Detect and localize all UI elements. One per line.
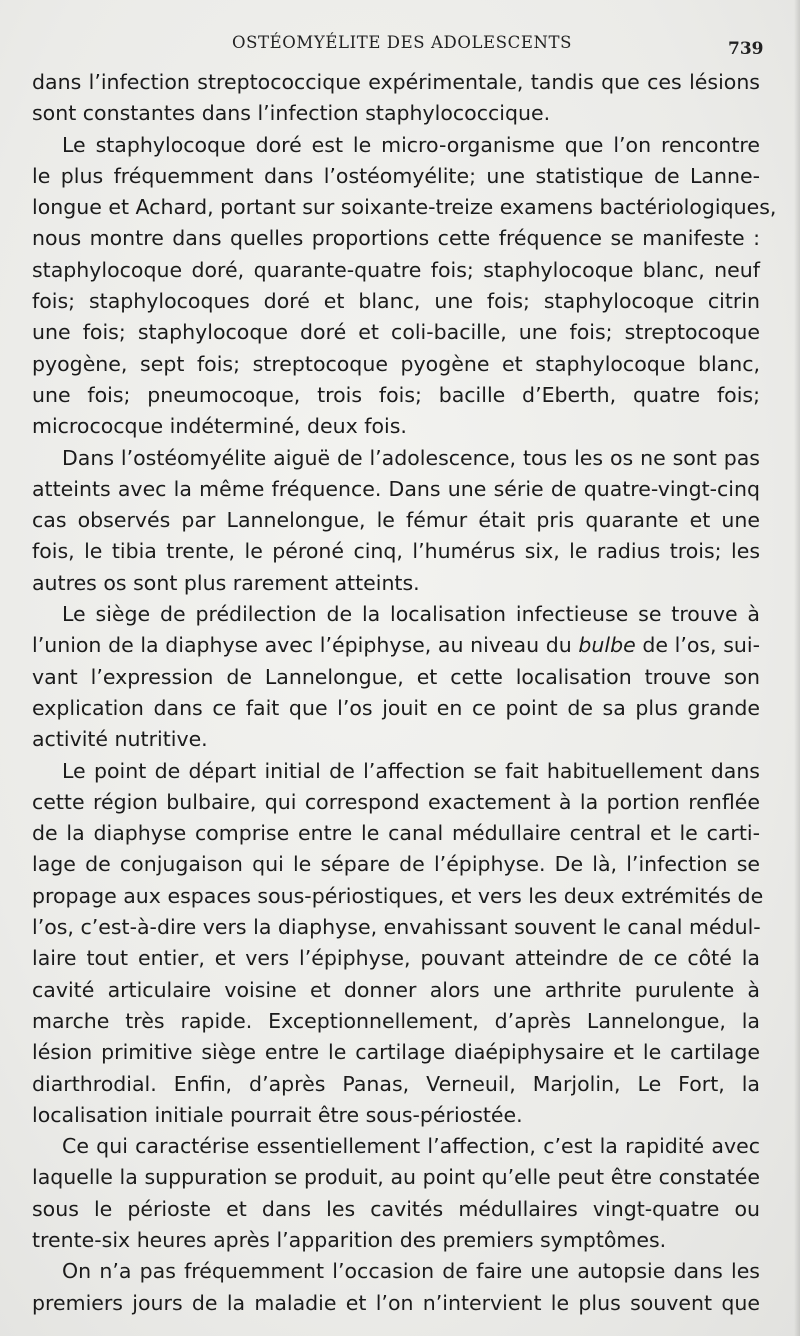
body-text [32,67,777,1319]
text-line: cas observés par Lannelongue, le fémur était pris quarante et une [32,508,760,533]
text-line: nous montre dans quelles proportions cette fréquence se manifeste : [32,226,760,251]
text-line: de la diaphyse comprise entre le canal médullaire central et le carti- [32,821,760,846]
text-line: On n’a pas fréquemment l’occasion de faire une autopsie dans les [62,1259,760,1284]
text-line: Ce qui caractérise essentiellement l’affection, c’est la rapidité avec [62,1134,760,1159]
text-line: laquelle la suppuration se produit, au point qu’elle peut être constatée [32,1165,760,1190]
text-line: localisation initiale pourrait être sous-périostée. [32,1102,523,1127]
text-line: pyogène, sept fois; streptocoque pyogène et staphylocoque blanc, [32,351,760,376]
text-line: marche très rapide. Exceptionnellement, d’après Lannelongue, la [32,1008,760,1033]
text-line: propage aux espaces sous-périostiques, et vers les deux extrémités de [32,883,764,908]
text-line: diarthrodial. Enfin, d’après Panas, Verneuil, Marjolin, Le Fort, la [32,1071,760,1096]
text-line: explication dans ce fait que l’os jouit en ce point de sa plus grande [32,695,760,720]
text-line: Le point de départ initial de l’affection se fait habituellement dans [62,758,760,783]
text-line: vant l’expression de Lannelongue, et cette localisation trouve son [32,664,760,689]
text-line: cette région bulbaire, qui correspond exactement à la portion renflée [32,789,760,814]
text-line: longue et Achard, portant sur soixante-treize examens bactériologiques, [32,195,777,220]
text-line: dans l’infection streptococcique expérimentale, tandis que ces lésions [32,70,760,94]
text-line: une fois; staphylocoque doré et coli-bacille, une fois; streptocoque [32,320,760,345]
text-line: laire tout entier, et vers l’épiphyse, pouvant atteindre de ce côté la [32,946,760,971]
text-line: le plus fréquemment dans l’ostéomyélite; une statistique de Lanne- [32,163,760,188]
paragraph [32,67,760,130]
text-line: lage de conjugaison qui le sépare de l’épiphyse. De là, l’infection se [32,852,760,877]
text-line: micrococque indéterminé, deux fois. [32,414,407,439]
text-line: l’union de la diaphyse avec l’épiphyse, au niveau du bulbe de l’os, sui- [32,633,760,658]
text-line: cavité articulaire voisine et donner alors une arthrite purulente à [32,977,760,1002]
page-number: 739 [728,39,764,59]
text-line: une fois; pneumocoque, trois fois; bacille d’Eberth, quatre fois; [32,382,760,407]
text-line: sous le périoste et dans les cavités médullaires vingt-quatre ou [32,1196,760,1221]
running-title: OSTÉOMYÉLITE DES ADOLESCENTS [232,33,573,52]
text-line: Le siège de prédilection de la localisation infectieuse se trouve à [62,602,760,627]
paragraph [32,1131,760,1256]
text-line: sont constantes dans l’infection staphylococcique. [32,101,551,126]
text-line: fois; staphylocoques doré et blanc, une fois; staphylocoque citrin [32,289,760,314]
text-line: Dans l’ostéomyélite aiguë de l’adolescence, tous les os ne sont pas [62,445,760,470]
paragraph [32,130,777,443]
text-line: premiers jours de la maladie et l’on n’intervient le plus souvent que [32,1290,760,1315]
text-line: autres os sont plus rarement atteints. [32,570,420,595]
paragraph [32,599,760,755]
text-line: lésion primitive siège entre le cartilage diaépiphysaire et le cartilage [32,1040,760,1065]
paragraph [32,1256,760,1319]
text-line: trente-six heures après l’apparition des premiers symptômes. [32,1227,667,1252]
text-line: atteints avec la même fréquence. Dans une série de quatre-vingt-cinq [32,476,760,501]
text-line: staphylocoque doré, quarante-quatre fois; staphylocoque blanc, neuf [32,257,760,282]
paragraph [32,756,764,1132]
page-header [0,33,800,57]
text-line: l’os, c’est-à-dire vers la diaphyse, envahissant souvent le canal médul- [32,915,761,940]
text-line: fois, le tibia trente, le péroné cinq, l’humérus six, le radius trois; les [32,539,760,564]
text-line: Le staphylocoque doré est le micro-organisme que l’on rencontre [62,132,760,157]
paragraph [32,443,760,599]
text-line: activité nutritive. [32,727,208,752]
emphasis: bulbe [578,633,636,658]
